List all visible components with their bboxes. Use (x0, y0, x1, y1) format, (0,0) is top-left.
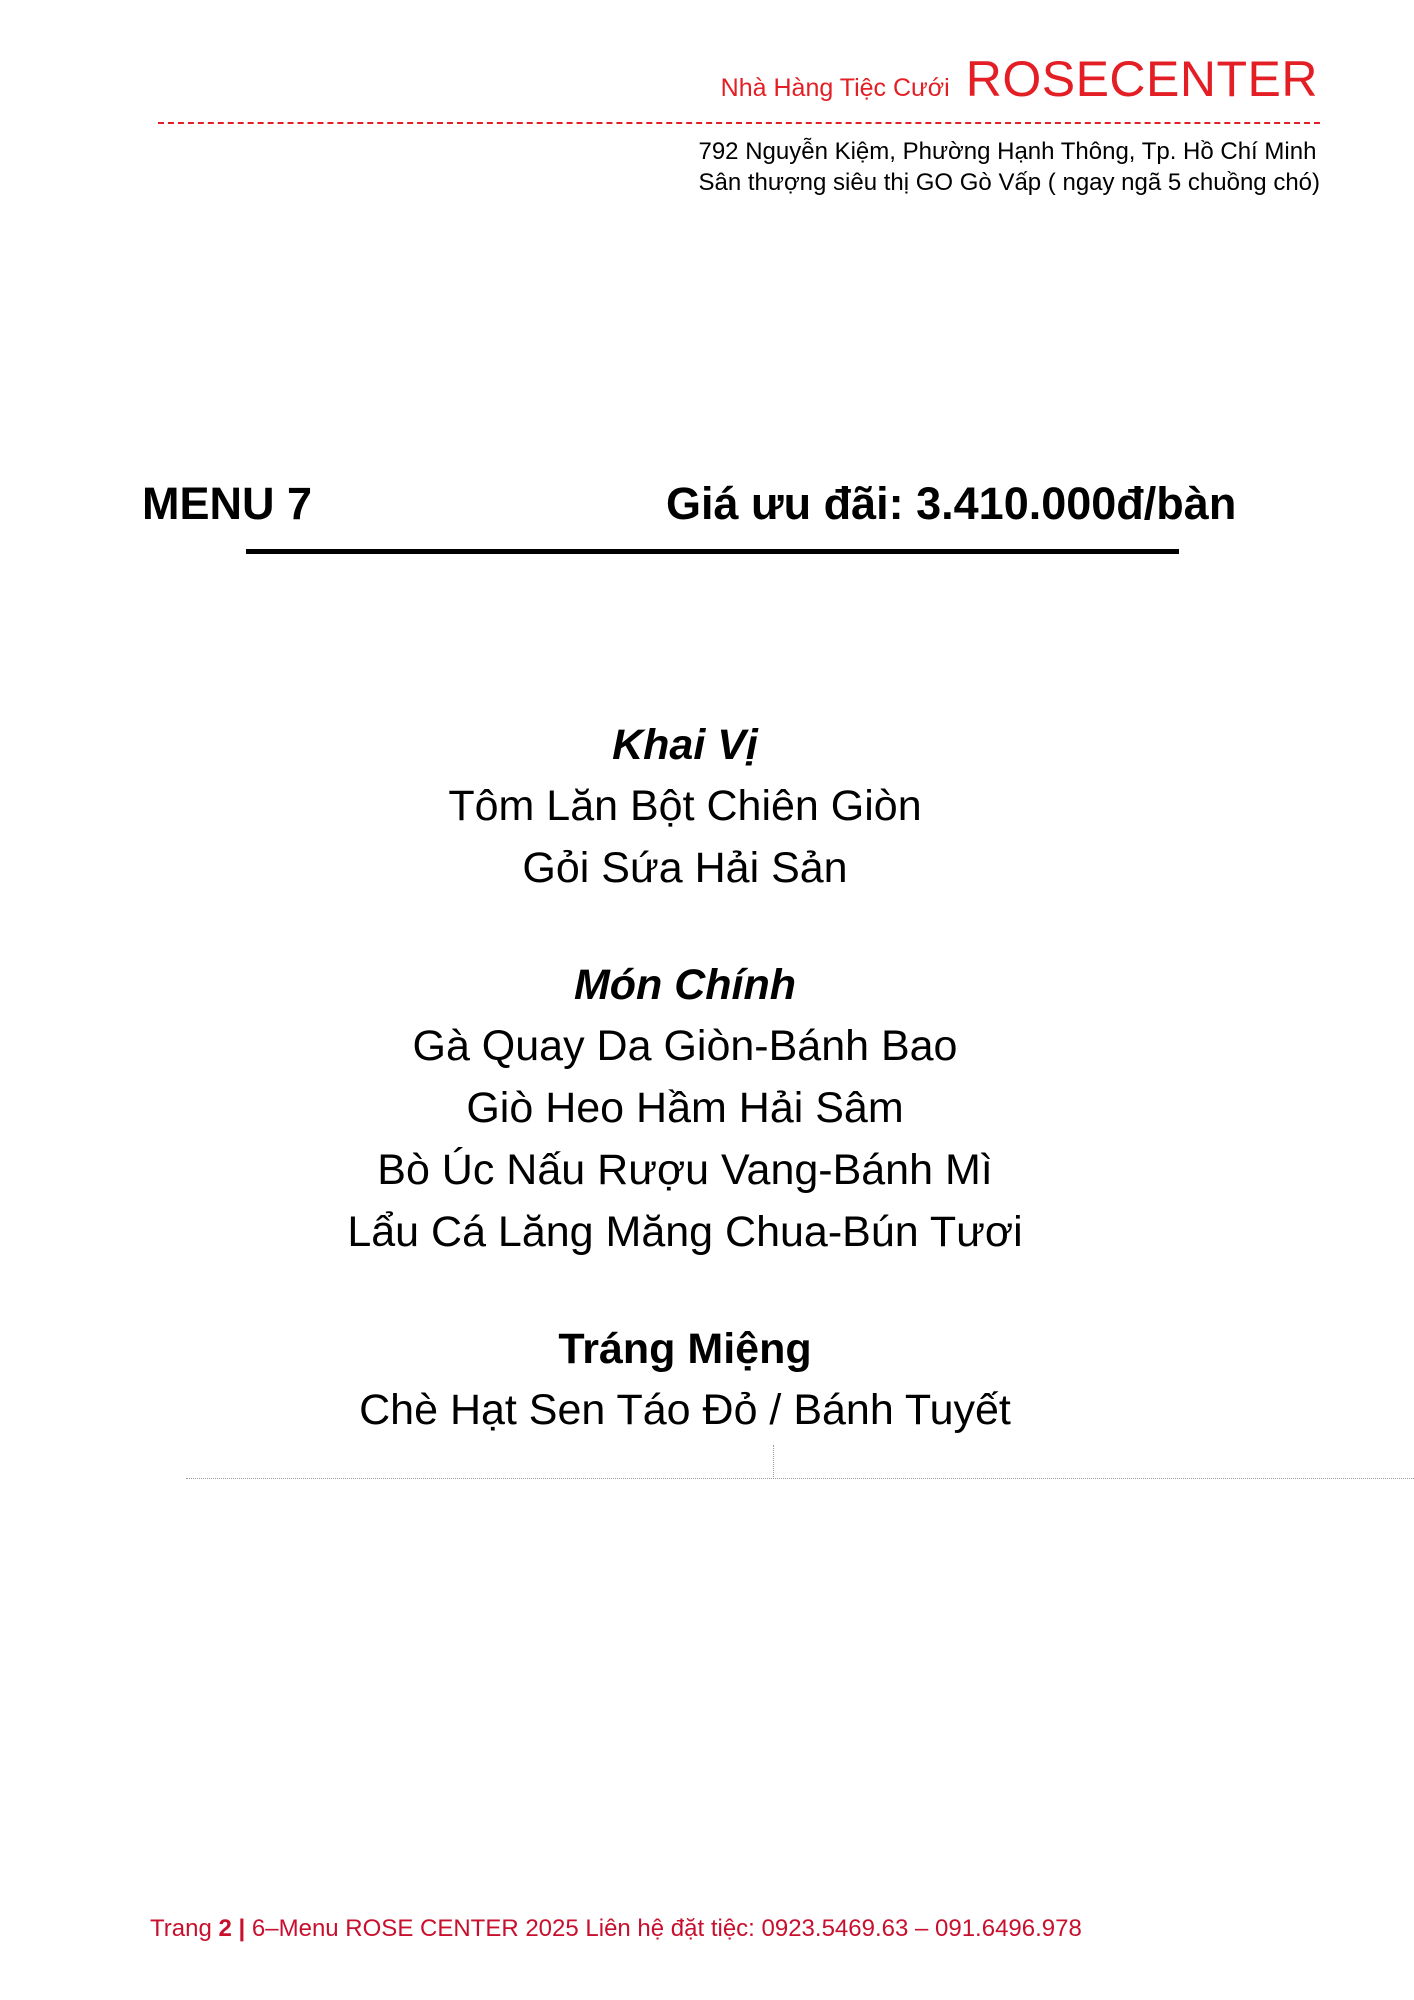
dish-item: Lẩu Cá Lăng Măng Chua-Bún Tươi (347, 1208, 1023, 1256)
page-footer (150, 1915, 1082, 1943)
footer-prefix: Trang (150, 1915, 219, 1942)
dotted-divider-tick (773, 1445, 774, 1479)
address-line-2: Sân thượng siêu thị GO Gò Vấp ( ngay ngã 5 chuồng chó) (698, 169, 1320, 196)
dish-item: Gỏi Sứa Hải Sản (522, 844, 848, 892)
dish-item: Tôm Lăn Bột Chiên Giòn (448, 782, 922, 830)
restaurant-brand (721, 50, 1318, 108)
brand-name: ROSECENTER (965, 51, 1318, 107)
footer-page-number: 2 (218, 1915, 232, 1942)
footer-text: 6–Menu ROSE CENTER 2025 Liên hệ đặt tiệc: 0923.5469.63 – 091.6496.978 (251, 1915, 1082, 1942)
menu-body (0, 715, 1414, 1441)
footer-separator: | (231, 1915, 252, 1942)
section-heading: Món Chính (573, 961, 797, 1009)
address-line-1: 792 Nguyễn Kiệm, Phường Hạnh Thông, Tp. Hồ Chí Minh (698, 138, 1317, 165)
dish-item: Giò Heo Hầm Hải Sâm (466, 1084, 904, 1132)
menu-section-appetizer (0, 715, 1370, 899)
dish-item: Chè Hạt Sen Táo Đỏ / Bánh Tuyết (359, 1386, 1011, 1434)
header-divider (158, 122, 1320, 124)
restaurant-address (698, 136, 1320, 198)
title-underline (246, 549, 1179, 554)
menu-section-main (0, 955, 1370, 1263)
section-heading: Tráng Miệng (558, 1325, 812, 1373)
dotted-divider (186, 1478, 1414, 1479)
menu-section-dessert (0, 1319, 1370, 1441)
menu-price: Giá ưu đãi: 3.410.000đ/bàn (666, 478, 1237, 529)
section-heading: Khai Vị (612, 721, 758, 769)
brand-prefix: Nhà Hàng Tiệc Cưới (720, 74, 950, 102)
dish-item: Gà Quay Da Giòn-Bánh Bao (412, 1022, 958, 1070)
menu-title: MENU 7 (142, 478, 313, 529)
dish-item: Bò Úc Nấu Rượu Vang-Bánh Mì (377, 1146, 993, 1194)
